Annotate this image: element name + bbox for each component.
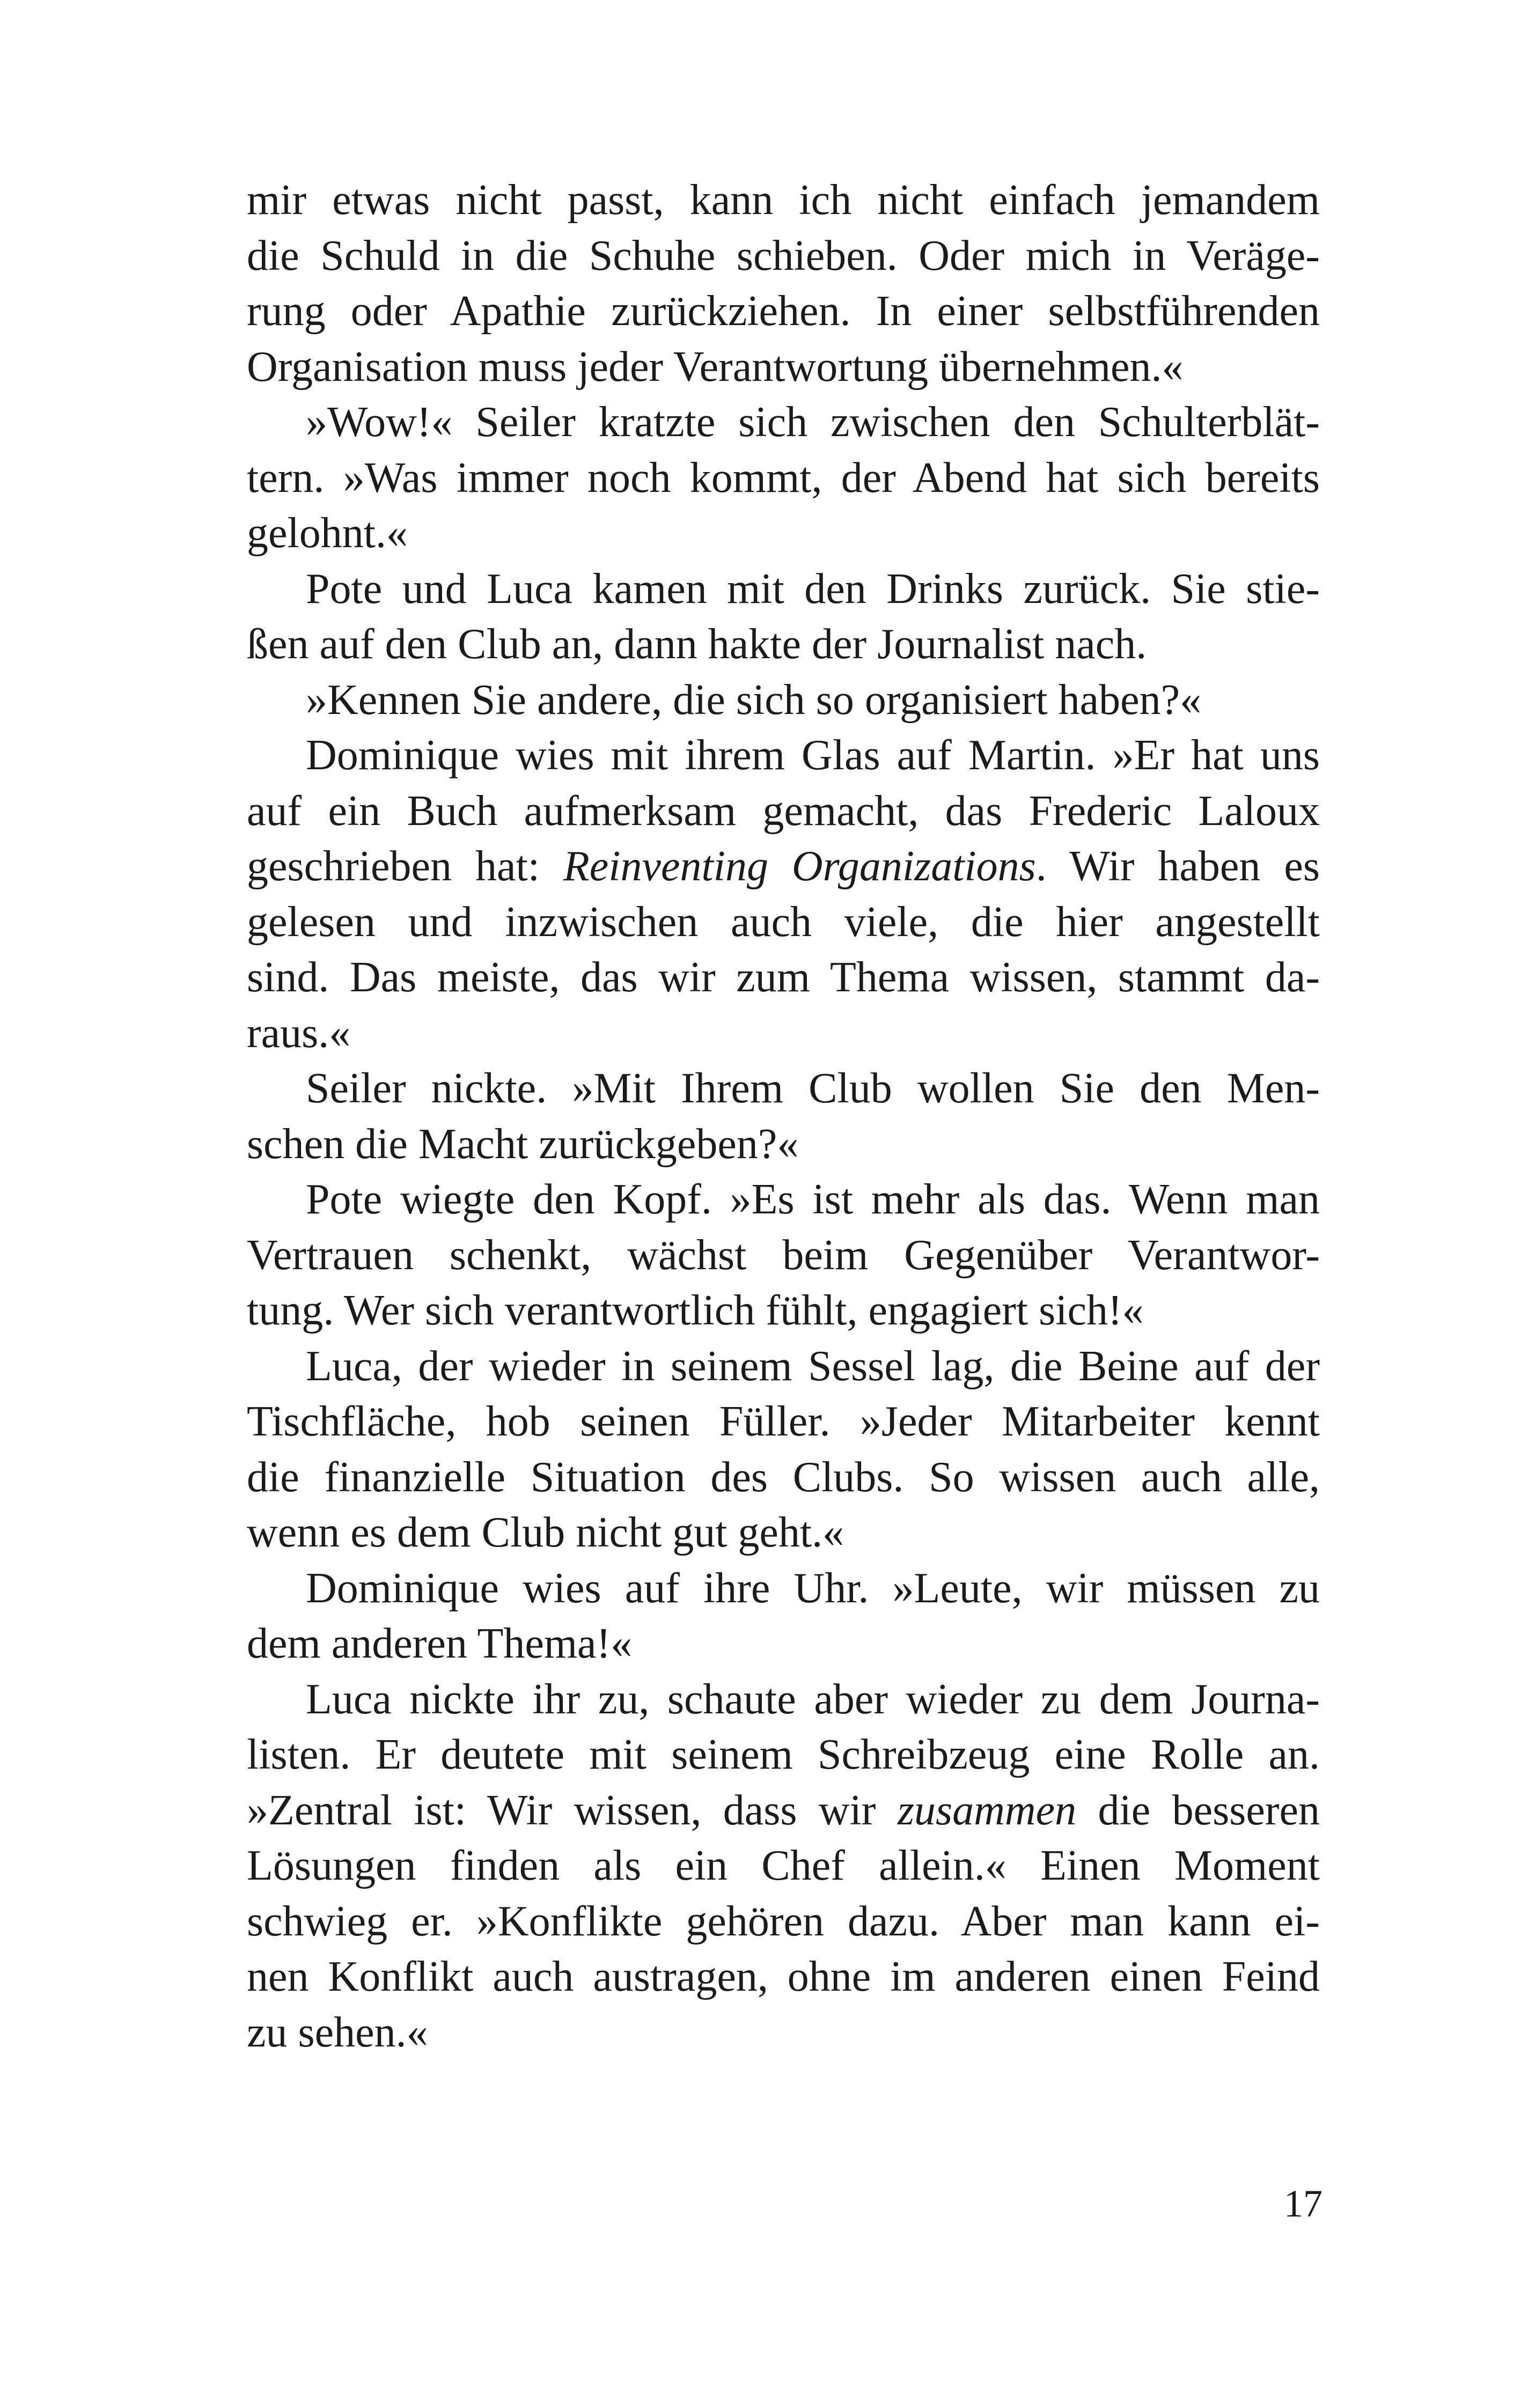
text-line <box>188 2005 1320 2061</box>
text-segment: . Wir haben es <box>1035 843 1320 890</box>
text-line <box>188 1561 1320 1617</box>
text-segment: gelohnt.« <box>247 510 408 557</box>
text-segment: Lösungen finden als ein Chef allein.« Einen Moment <box>247 1842 1320 1889</box>
text-segment: tern. »Was immer noch kommt, der Abend hat sich bereits <box>247 454 1320 502</box>
text-segment: Luca, der wieder in seinem Sessel lag, die Beine auf der <box>306 1342 1320 1390</box>
text-line <box>188 1394 1320 1450</box>
text-line <box>188 229 1320 284</box>
paragraph <box>188 1061 1320 1172</box>
page-number: 17 <box>1284 2182 1322 2225</box>
body-text <box>188 173 1320 2060</box>
text-line <box>188 284 1320 340</box>
text-segment: Tischfläche, hob seinen Füller. »Jeder Mitarbeiter kennt <box>247 1398 1320 1445</box>
text-segment: Pote wiegte den Kopf. »Es ist mehr als das. Wenn man <box>306 1176 1320 1223</box>
text-line <box>188 451 1320 506</box>
italic-title: Reinventing Organizations <box>563 843 1036 890</box>
text-segment: rung oder Apathie zurückziehen. In einer selbstführenden <box>247 288 1320 335</box>
text-segment: wenn es dem Club nicht gut geht.« <box>247 1509 844 1556</box>
text-line <box>188 395 1320 451</box>
text-line <box>188 1006 1320 1062</box>
text-segment: die besseren <box>1076 1786 1320 1834</box>
text-line <box>188 617 1320 673</box>
text-line <box>188 1172 1320 1228</box>
text-segment: mir etwas nicht passt, kann ich nicht einfach jemandem <box>247 176 1320 224</box>
text-line <box>188 1672 1320 1728</box>
text-segment: Organisation muss jeder Verantwortung übernehmen.« <box>247 343 1184 391</box>
text-segment: die finanzielle Situation des Clubs. So wissen auch alle, <box>247 1453 1320 1501</box>
text-line <box>188 673 1320 728</box>
text-line <box>188 1616 1320 1672</box>
paragraph <box>188 562 1320 673</box>
paragraph <box>188 1672 1320 2061</box>
paragraph <box>188 1561 1320 1672</box>
text-line <box>188 839 1320 895</box>
text-line <box>188 895 1320 951</box>
text-line <box>188 1283 1320 1339</box>
text-line <box>188 173 1320 229</box>
text-segment: Seiler nickte. »Mit Ihrem Club wollen Sie den Men- <box>306 1065 1320 1112</box>
text-segment: Pote und Luca kamen mit den Drinks zurück. Sie stie- <box>306 565 1320 613</box>
text-line <box>188 506 1320 562</box>
text-line <box>188 1339 1320 1395</box>
text-segment: auf ein Buch aufmerksam gemacht, das Frederic Laloux <box>247 787 1320 835</box>
text-segment: sind. Das meiste, das wir zum Thema wissen, stammt da- <box>247 954 1320 1001</box>
text-line <box>188 1228 1320 1284</box>
text-segment: Dominique wies mit ihrem Glas auf Martin. »Er hat uns <box>306 732 1320 779</box>
text-line <box>188 1061 1320 1117</box>
text-line <box>188 1117 1320 1173</box>
text-segment: listen. Er deutete mit seinem Schreibzeug eine Rolle an. <box>247 1731 1320 1778</box>
text-segment: gelesen und inzwischen auch viele, die hier angestellt <box>247 898 1320 946</box>
paragraph <box>188 395 1320 562</box>
text-line <box>188 784 1320 840</box>
text-segment: schen die Macht zurückgeben?« <box>247 1120 799 1168</box>
text-segment: nen Konflikt auch austragen, ohne im anderen einen Feind <box>247 1953 1320 2000</box>
text-segment: ßen auf den Club an, dann hakte der Journalist nach. <box>247 621 1147 668</box>
paragraph <box>188 673 1320 728</box>
paragraph <box>188 173 1320 395</box>
text-line <box>188 1783 1320 1839</box>
text-line <box>188 1838 1320 1894</box>
text-segment: dem anderen Thema!« <box>247 1620 633 1667</box>
italic-title: zusammen <box>897 1786 1077 1834</box>
paragraph <box>188 1339 1320 1561</box>
text-segment: raus.« <box>247 1009 351 1057</box>
text-segment: Dominique wies auf ihre Uhr. »Leute, wir müssen zu <box>306 1564 1320 1612</box>
text-segment: »Wow!« Seiler kratzte sich zwischen den Schulterblät- <box>306 399 1320 446</box>
text-line <box>188 950 1320 1006</box>
paragraph <box>188 728 1320 1061</box>
text-segment: schwieg er. »Konflikte gehören dazu. Aber man kann ei- <box>247 1897 1320 1945</box>
text-segment: geschrieben hat: <box>247 843 563 890</box>
text-line <box>188 728 1320 784</box>
paragraph <box>188 1172 1320 1339</box>
text-line <box>188 562 1320 617</box>
text-line <box>188 1949 1320 2005</box>
text-line <box>188 1727 1320 1783</box>
text-segment: »Zentral ist: Wir wissen, dass wir <box>247 1786 898 1834</box>
text-line <box>188 1505 1320 1561</box>
text-segment: Luca nickte ihr zu, schaute aber wieder zu dem Journa- <box>306 1675 1320 1723</box>
text-segment: Vertrauen schenkt, wächst beim Gegenüber Verantwor- <box>247 1231 1320 1279</box>
text-line <box>188 340 1320 395</box>
text-segment: die Schuld in die Schuhe schieben. Oder mich in Veräge- <box>247 232 1320 279</box>
text-segment: zu sehen.« <box>247 2008 428 2056</box>
text-line <box>188 1894 1320 1950</box>
text-line <box>188 1450 1320 1506</box>
text-segment: tung. Wer sich verantwortlich fühlt, engagiert sich!« <box>247 1287 1144 1334</box>
text-segment: »Kennen Sie andere, die sich so organisiert haben?« <box>306 676 1202 724</box>
